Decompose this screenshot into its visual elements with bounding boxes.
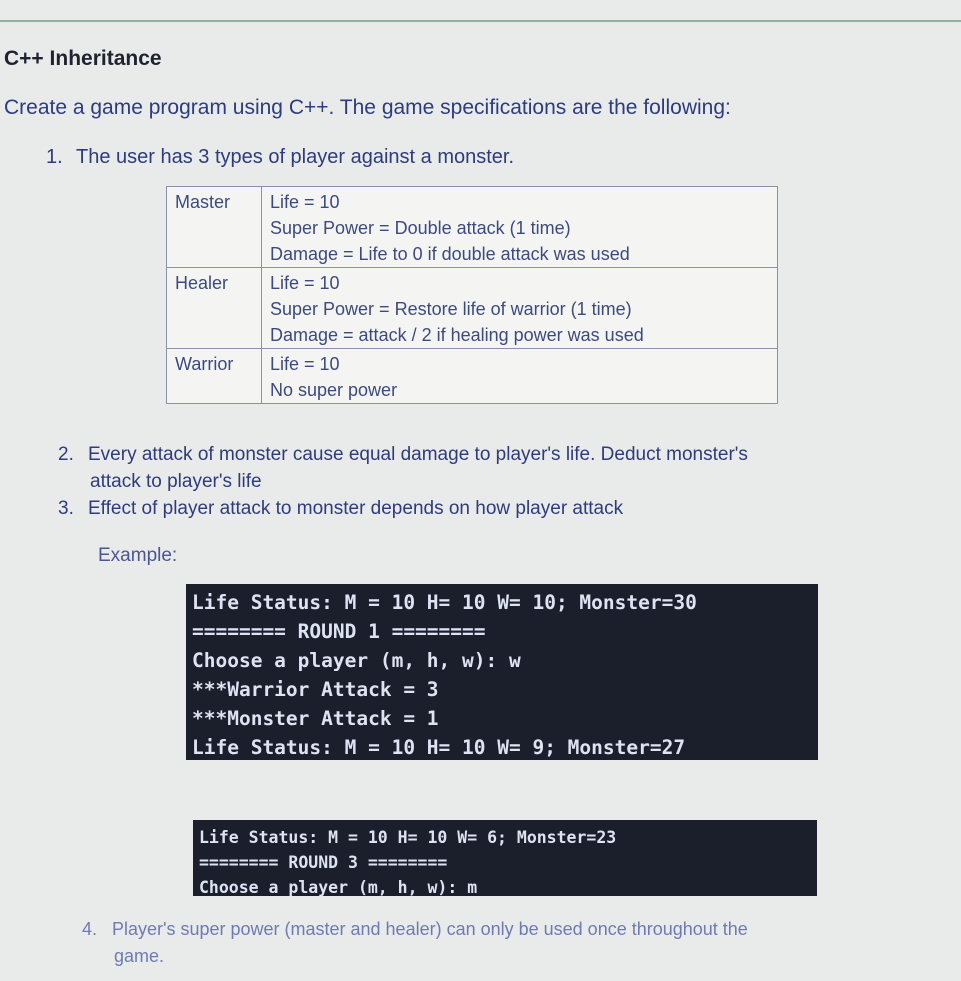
attribute-line: Super Power = Restore life of warrior (1 time) <box>270 299 632 319</box>
spec-item-1 <box>46 146 514 169</box>
table-row-master <box>167 187 778 268</box>
intro-text: Create a game program using C++. The game specifications are the following: <box>4 96 731 119</box>
item-number: 3. <box>58 498 74 519</box>
spec-item-4 <box>82 916 922 970</box>
console-output-round-1 <box>186 584 818 760</box>
console-line: Choose a player (m, h, w): m <box>199 878 478 897</box>
attributes-cell <box>262 268 778 349</box>
item-text: Effect of player attack to monster depends on how player attack <box>88 498 624 519</box>
attribute-line: Damage = Life to 0 if double attack was used <box>270 244 630 264</box>
role-cell: Warrior <box>167 349 262 404</box>
console-line: ***Warrior Attack = 3 <box>192 678 439 701</box>
item-number: 1. <box>46 146 63 168</box>
spec-item-2 <box>58 441 938 495</box>
item-text-continued: game. <box>114 946 165 966</box>
attributes-cell <box>262 349 778 404</box>
console-line: ***Monster Attack = 1 <box>192 707 439 730</box>
table-row-warrior <box>167 349 778 404</box>
item-text-continued: attack to player's life <box>90 471 262 492</box>
item-text: The user has 3 types of player against a monster. <box>76 146 515 168</box>
attribute-line: Damage = attack / 2 if healing power was used <box>270 325 644 345</box>
attribute-line: Super Power = Double attack (1 time) <box>270 218 571 238</box>
attribute-line: No super power <box>270 380 398 400</box>
item-number: 2. <box>58 444 74 465</box>
console-line: Life Status: M = 10 H= 10 W= 9; Monster=27 <box>192 736 686 759</box>
player-types-table <box>166 186 778 404</box>
console-line: Life Status: M = 10 H= 10 W= 10; Monster=30 <box>192 591 697 614</box>
item-text: Player's super power (master and healer) can only be used once throughout the <box>112 919 748 939</box>
console-output-round-3 <box>193 820 817 896</box>
role-cell: Healer <box>167 268 262 349</box>
attribute-line: Life = 10 <box>270 354 340 374</box>
spec-item-3 <box>58 498 623 520</box>
example-label: Example: <box>98 545 178 566</box>
console-line: ======== ROUND 3 ======== <box>199 853 448 872</box>
item-number: 4. <box>82 919 98 939</box>
console-line: Choose a player (m, h, w): w <box>192 649 521 672</box>
attributes-cell <box>262 187 778 268</box>
top-divider <box>0 20 961 22</box>
attribute-line: Life = 10 <box>270 192 340 212</box>
role-cell: Master <box>167 187 262 268</box>
page-heading: C++ Inheritance <box>4 47 162 70</box>
attribute-line: Life = 10 <box>270 273 340 293</box>
table-row-healer <box>167 268 778 349</box>
item-text: Every attack of monster cause equal damage to player's life. Deduct monster's <box>88 444 748 465</box>
console-line: ======== ROUND 1 ======== <box>192 620 486 643</box>
console-line: Life Status: M = 10 H= 10 W= 6; Monster=23 <box>199 828 617 847</box>
